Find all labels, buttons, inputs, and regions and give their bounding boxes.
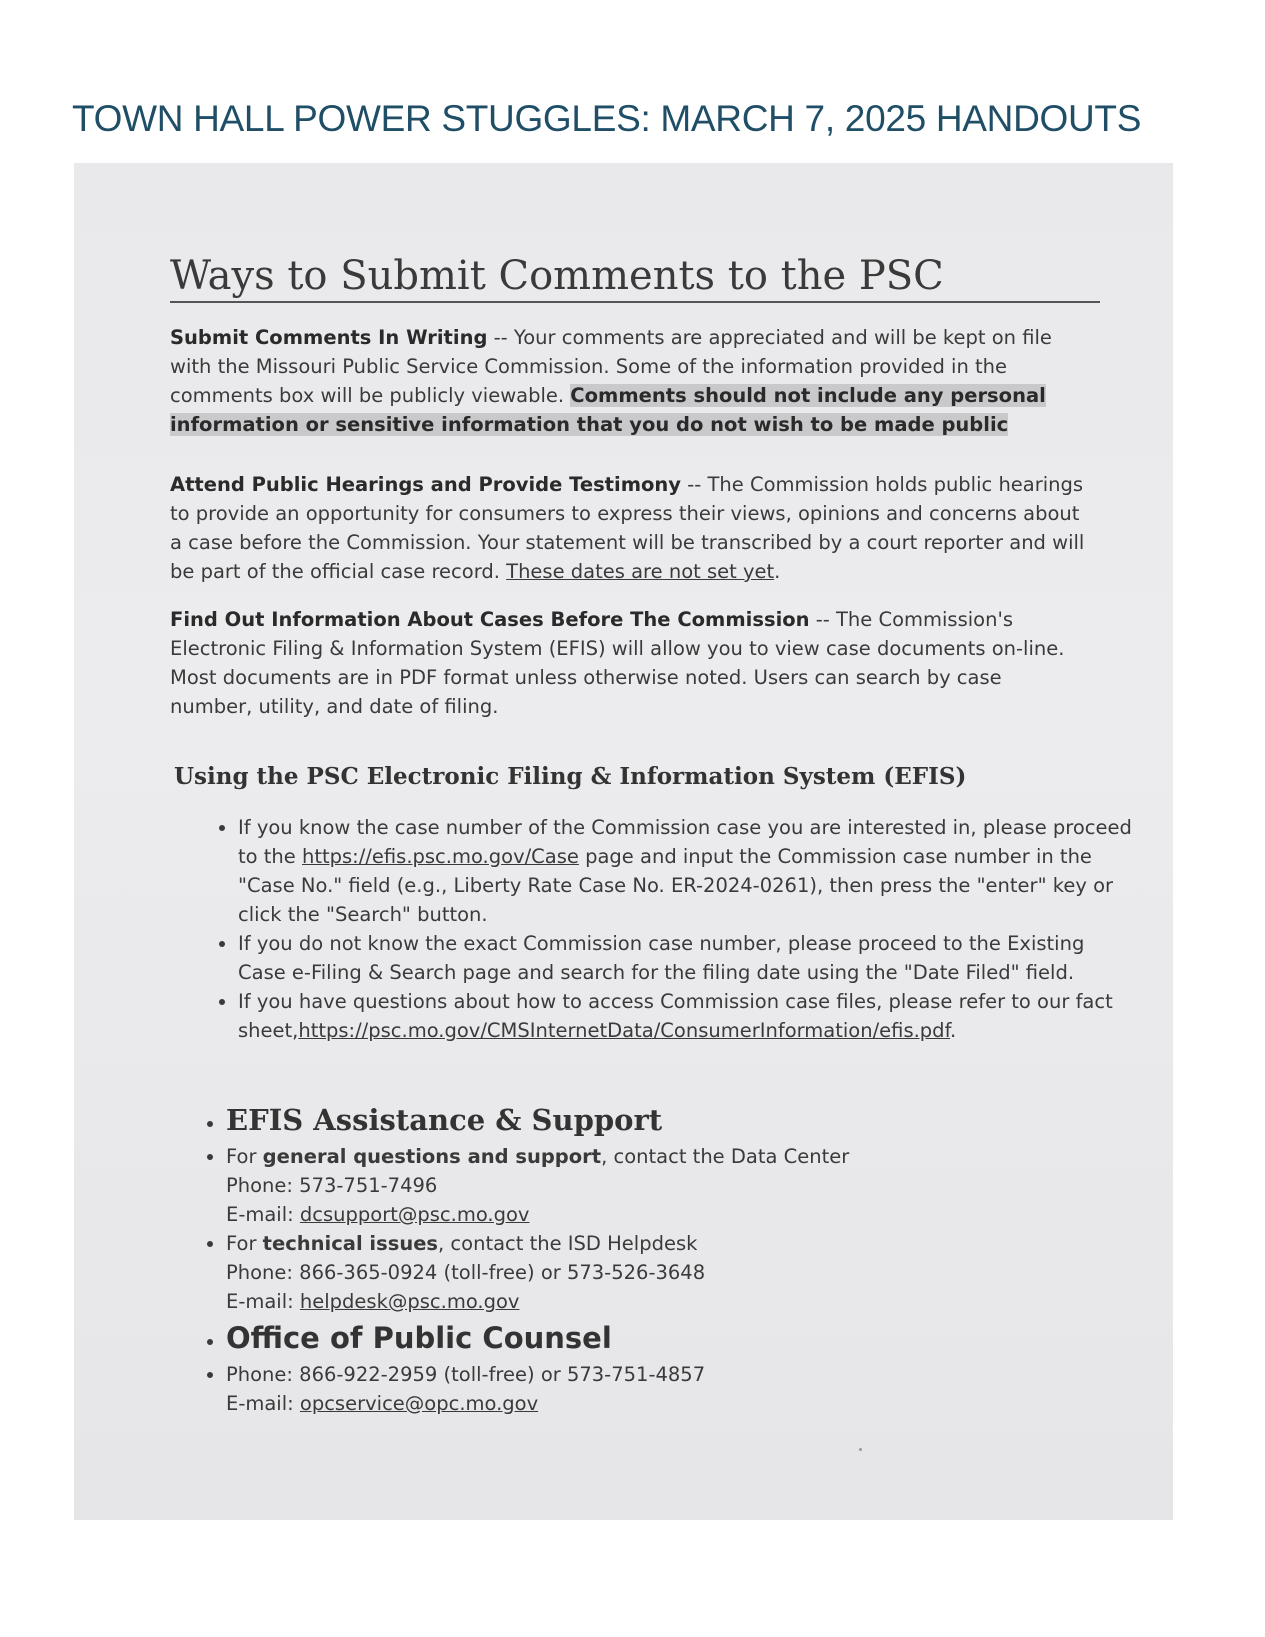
- period: .: [774, 560, 781, 583]
- email-label: E-mail:: [226, 1290, 300, 1313]
- period: .: [950, 1019, 957, 1042]
- email-label: E-mail:: [226, 1203, 300, 1226]
- efis-bullet-3-text: If you have questions about how to access Commission case files, please refer to our fact sheet,: [238, 990, 1113, 1042]
- separator: --: [681, 473, 708, 496]
- privacy-warning: Comments should not include any personal information or sensitive information that you do not wish to be made public: [170, 384, 1046, 436]
- page-title: TOWN HALL POWER STUGGLES: MARCH 7, 2025 HANDOUTS: [72, 98, 1142, 139]
- efis-list: [198, 813, 1138, 1045]
- assistance-heading: EFIS Assistance & Support: [226, 1103, 663, 1137]
- efis-fact-sheet-link[interactable]: https://psc.mo.gov/CMSInternetData/ConsumerInformation/efis.pdf: [298, 1019, 951, 1042]
- separator: --: [809, 608, 837, 631]
- tech-phone: Phone: 866-365-0924 (toll-free) or 573-526-3648: [226, 1261, 706, 1284]
- efis-case-link[interactable]: https://efis.psc.mo.gov/Case: [301, 845, 579, 868]
- submit-writing-label: Submit Comments In Writing: [170, 326, 488, 349]
- general-pre: For: [226, 1145, 263, 1168]
- efis-heading: Using the PSC Electronic Filing & Information System (EFIS): [174, 763, 967, 790]
- opc-email-link[interactable]: opcservice@opc.mo.gov: [299, 1392, 539, 1415]
- efis-bullet-1-text: If you know the case number of the Commission case you are interested in, please proceed to the: [238, 816, 1132, 868]
- handout-photo: [74, 163, 1173, 1520]
- list-item: [226, 1098, 1126, 1142]
- efis-bullet-1-text-end: page and input the Commission case number in the "Case No." field (e.g., Liberty Rate Case No. ER-2024-0261), then press the "enter" key or click the "Search" button.: [238, 845, 1114, 926]
- hearings-label: Attend Public Hearings and Provide Testimony: [170, 473, 681, 496]
- list-item: [226, 1360, 1126, 1418]
- submit-writing-text: Your comments are appreciated and will be kept on file with the Missouri Public Service Commission. Some of the information provided in the comments box will be publicly viewable.: [170, 326, 1052, 407]
- list-item: [226, 1142, 1126, 1229]
- list-item: [238, 929, 1138, 987]
- paper-speck: [859, 1448, 862, 1451]
- list-item: [226, 1229, 1126, 1316]
- list-item: [226, 1316, 1126, 1360]
- case-info-paragraph: [170, 605, 1090, 721]
- document-heading: Ways to Submit Comments to the PSC: [170, 253, 1100, 303]
- opc-phone: • Phone: 866-922-2959 (toll-free) or 573-751-4857: [226, 1363, 706, 1386]
- separator: --: [487, 326, 514, 349]
- hearings-paragraph: [170, 470, 1090, 586]
- helpdesk-email-link[interactable]: helpdesk@psc.mo.gov: [299, 1290, 520, 1313]
- dcsupport-email-link[interactable]: dcsupport@psc.mo.gov: [299, 1203, 530, 1226]
- case-info-label: Find Out Information About Cases Before The Commission: [170, 608, 810, 631]
- tech-pre: For: [226, 1232, 263, 1255]
- tech-post: , contact the ISD Helpdesk: [438, 1232, 698, 1255]
- technical-issues-label: technical issues: [262, 1232, 439, 1255]
- opc-heading: Office of Public Counsel: [226, 1321, 612, 1355]
- general-phone: Phone: 573-751-7496: [226, 1174, 438, 1197]
- email-label: E-mail:: [226, 1392, 300, 1415]
- general-support-label: general questions and support: [262, 1145, 602, 1168]
- dates-not-set-note: These dates are not set yet: [506, 560, 775, 583]
- case-info-text: The Commission's Electronic Filing & Information System (EFIS) will allow you to view case documents on-line. Most documents are in PDF format unless otherwise noted. Users can search by case number, utility, and date of filing.: [170, 608, 1065, 718]
- list-item: [238, 987, 1138, 1045]
- submit-writing-paragraph: [170, 323, 1090, 439]
- general-post: , contact the Data Center: [601, 1145, 850, 1168]
- efis-bullet-2-text: If you do not know the exact Commission case number, please proceed to the Existing Case e-Filing & Search page and search for the filing date using the "Date Filed" field.: [238, 932, 1085, 984]
- list-item: [238, 813, 1138, 929]
- contacts-list: [192, 1098, 1126, 1418]
- hearings-text: The Commission holds public hearings to provide an opportunity for consumers to express their views, opinions and concerns about a case before the Commission. Your statement will be transcribed by a court reporter and will be part of the official case record.: [170, 473, 1085, 583]
